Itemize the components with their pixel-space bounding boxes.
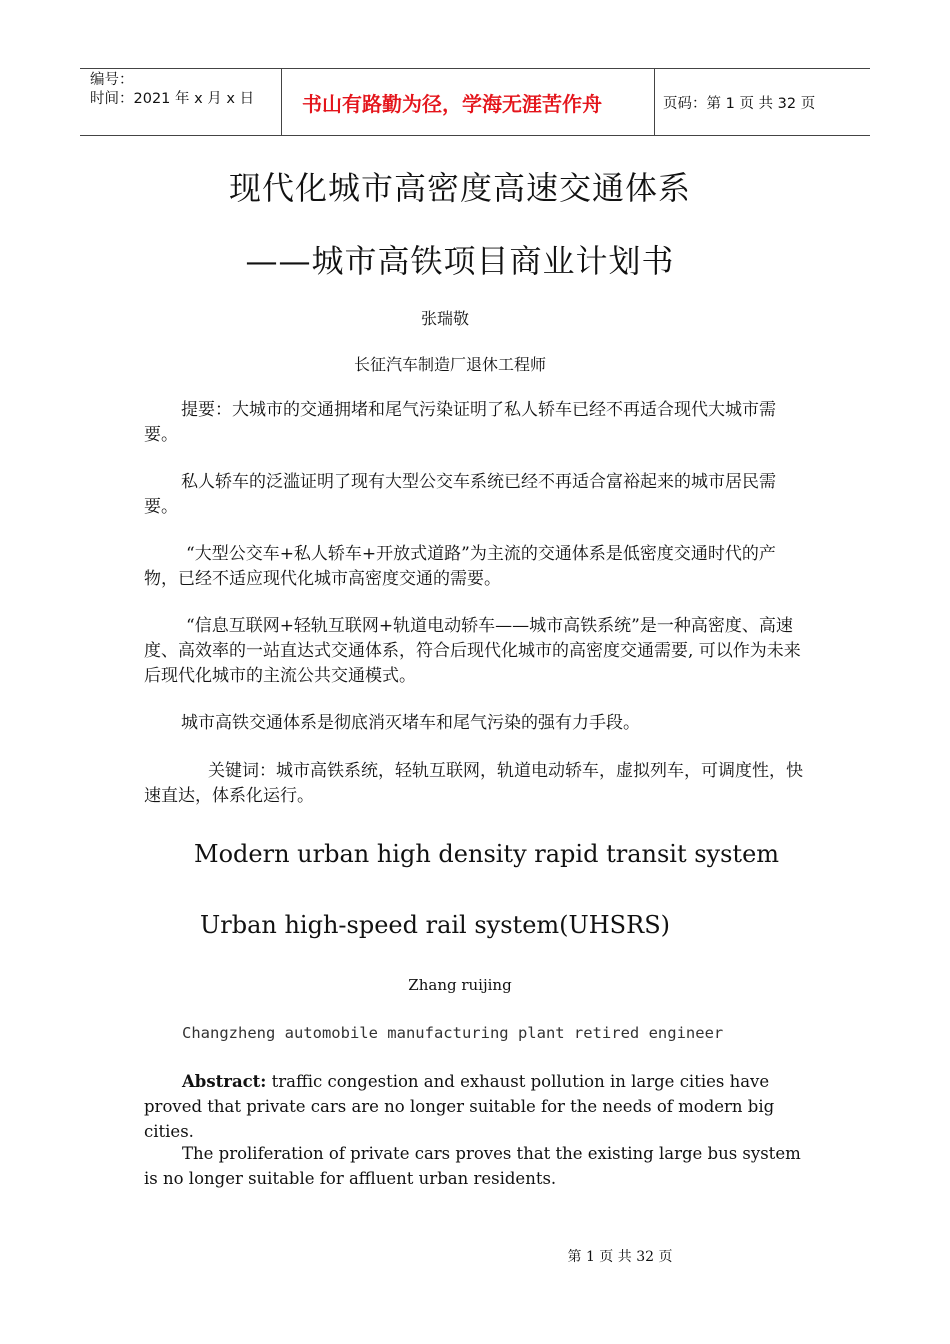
page-footer: 第 1 页 共 32 页 bbox=[567, 1249, 673, 1265]
document-number-label: 编号： bbox=[90, 72, 134, 88]
english-title-line2: Urban high-speed rail system(UHSRS) bbox=[200, 911, 670, 939]
english-author: Zhang ruijing bbox=[408, 976, 512, 994]
abstract-label: Abstract: bbox=[182, 1072, 267, 1091]
english-affiliation: Changzheng automobile manufacturing plant retired engineer bbox=[182, 1024, 724, 1042]
english-abstract-paragraph bbox=[144, 1069, 814, 1144]
english-paragraph: The proliferation of private cars proves that the existing large bus system is no longer suitable for affluent urban residents. bbox=[144, 1144, 801, 1188]
abstract-cn-paragraph: 提要：大城市的交通拥堵和尾气污染证明了私人轿车已经不再适合现代大城市需要。 bbox=[144, 400, 776, 445]
english-title-line1: Modern urban high density rapid transit system bbox=[194, 840, 780, 868]
keywords-paragraph: 关键词：城市高铁系统，轻轨互联网，轨道电动轿车，虚拟列车，可调度性，快速直达，体系化运行。 bbox=[144, 761, 803, 806]
author-affiliation: 长征汽车制造厂退休工程师 bbox=[353, 355, 546, 374]
document-time-label: 时间：2021 年 x 月 x 日 bbox=[90, 91, 255, 107]
abstract-text: traffic congestion and exhaust pollution in large cities have proved that private cars are no longer suitable for the needs of modern big cities. bbox=[144, 1072, 775, 1141]
abstract-cn-paragraph: 城市高铁交通体系是彻底消灭堵车和尾气污染的强有力手段。 bbox=[181, 713, 640, 733]
document-title-line2: ——城市高铁项目商业计划书 bbox=[245, 242, 675, 280]
header-page-label: 页码：第 1 页 共 32 页 bbox=[663, 95, 816, 112]
author-name: 张瑞敬 bbox=[420, 309, 469, 328]
header-motto: 书山有路勤为径，学海无涯苦作舟 bbox=[282, 69, 655, 135]
abstract-cn-paragraph: “大型公交车+私人轿车+开放式道路”为主流的交通体系是低密度交通时代的产物，已经不适应现代化城市高密度交通的需要。 bbox=[144, 544, 776, 589]
header-meta-cell bbox=[80, 69, 282, 135]
abstract-cn-paragraph: “信息互联网+轻轨互联网+轨道电动轿车——城市高铁系统”是一种高密度、高速度、高效率的一站直达式交通体系，符合后现代化城市的高密度交通需要, 可以作为未来后现代化城市的主流公共交通模式。 bbox=[144, 616, 801, 686]
header-table bbox=[80, 68, 870, 136]
abstract-cn-paragraph: 私人轿车的泛滥证明了现有大型公交车系统已经不再适合富裕起来的城市居民需要。 bbox=[144, 472, 776, 517]
document-title-line1: 现代化城市高密度高速交通体系 bbox=[228, 169, 691, 207]
